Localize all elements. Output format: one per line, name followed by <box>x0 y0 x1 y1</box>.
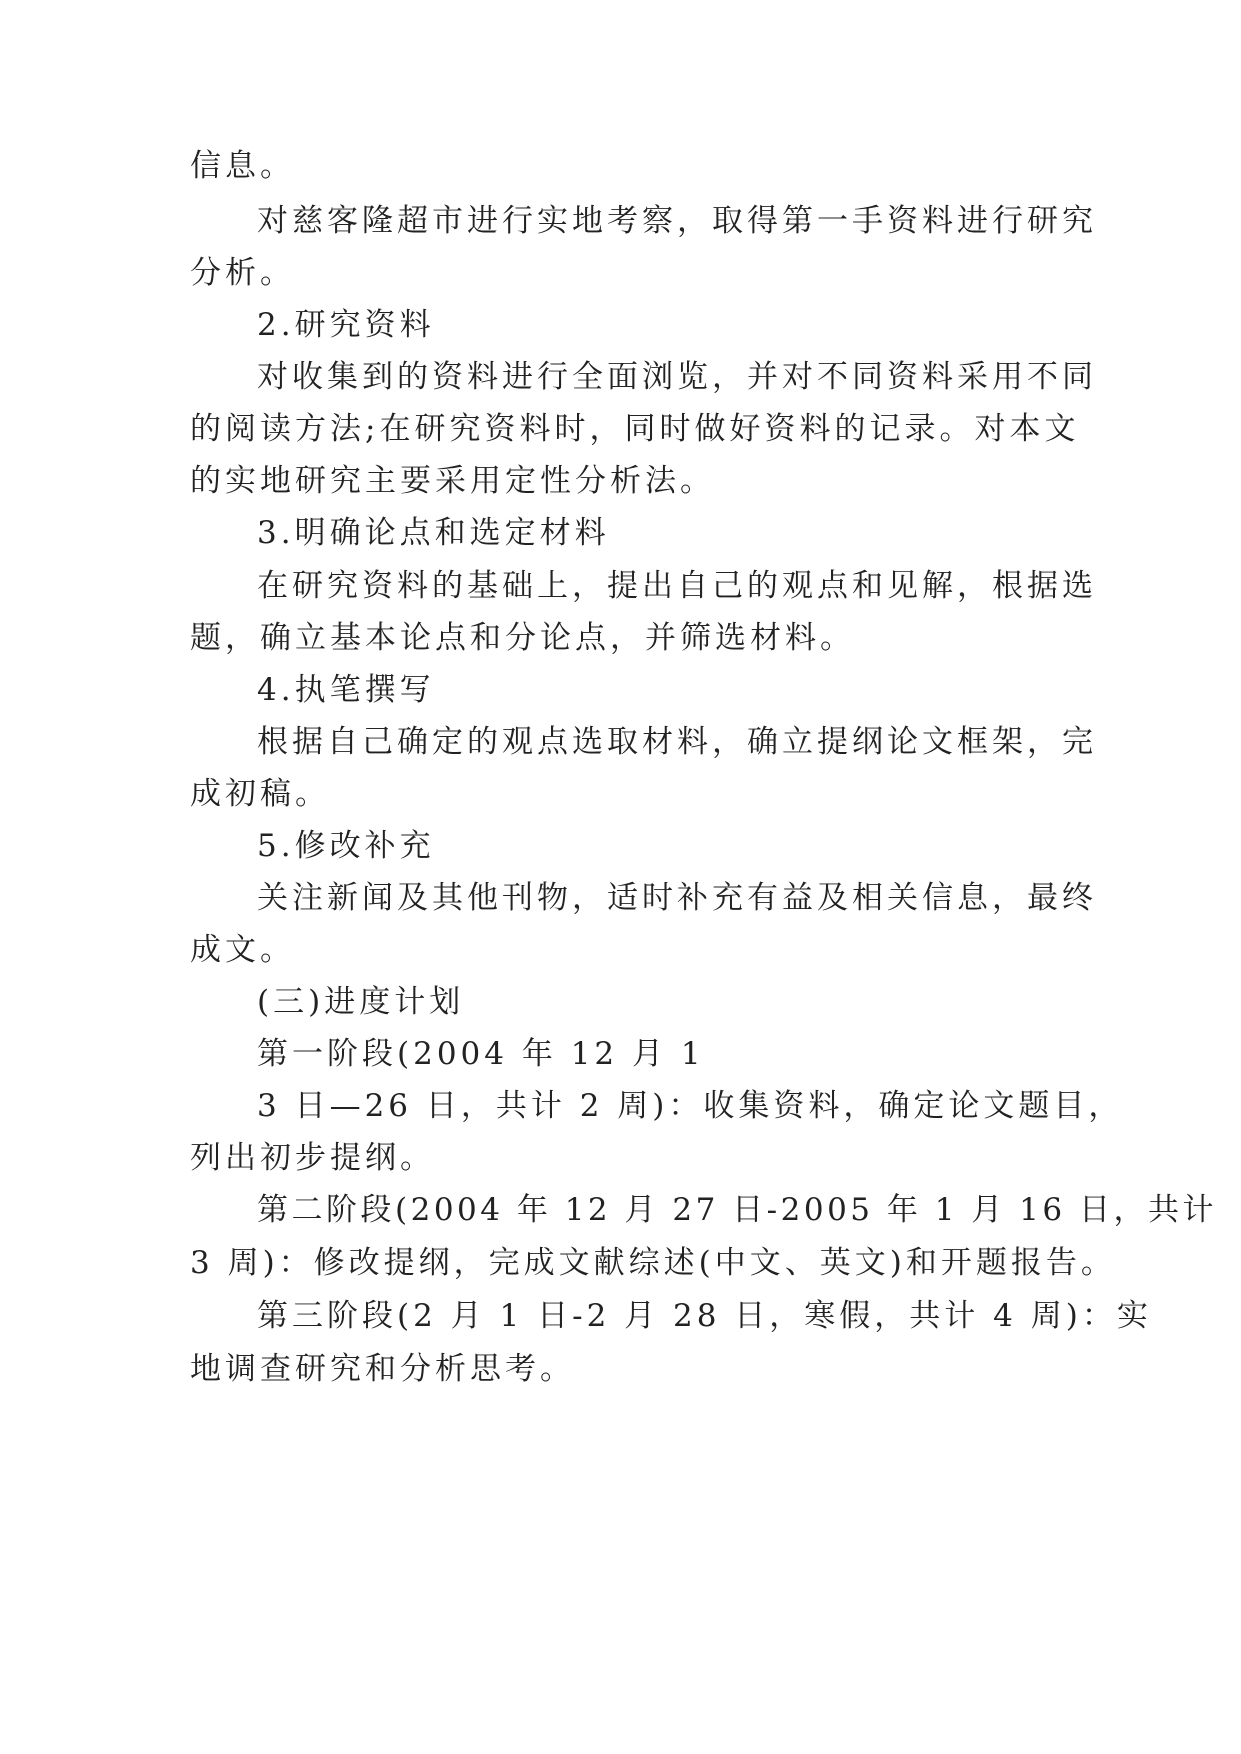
section-heading: (三)进度计划 <box>257 984 465 1020</box>
text-line: 第一阶段(2004 年 12 月 1 <box>257 1036 705 1072</box>
text-line: 在研究资料的基础上，提出自己的观点和见解，根据选 <box>257 568 1097 604</box>
section-heading: 3.明确论点和选定材料 <box>257 515 610 551</box>
section-heading: 4.执笔撰写 <box>257 672 435 708</box>
text-line: 对慈客隆超市进行实地考察，取得第一手资料进行研究 <box>257 203 1097 239</box>
text-line: 的阅读方法;在研究资料时，同时做好资料的记录。对本文 <box>190 411 1080 447</box>
text-line: 分析。 <box>190 255 295 291</box>
text-line: 第二阶段(2004 年 12 月 27 日-2005 年 1 月 16 日，共计 <box>257 1192 1217 1228</box>
text-line: 题，确立基本论点和分论点，并筛选材料。 <box>190 620 855 656</box>
text-line: 成文。 <box>190 932 295 968</box>
text-line: 成初稿。 <box>190 776 330 812</box>
text-line: 3 日—26 日，共计 2 周)：收集资料，确定论文题目， <box>257 1088 1124 1124</box>
text-line: 信息。 <box>190 148 295 184</box>
text-line: 根据自己确定的观点选取材料，确立提纲论文框架，完 <box>257 724 1097 760</box>
text-line: 列出初步提纲。 <box>190 1140 435 1176</box>
section-heading: 5.修改补充 <box>257 828 435 864</box>
text-line: 地调查研究和分析思考。 <box>190 1351 575 1387</box>
text-line: 关注新闻及其他刊物，适时补充有益及相关信息，最终 <box>257 880 1097 916</box>
text-line: 3 周)：修改提纲，完成文献综述(中文、英文)和开题报告。 <box>190 1245 1116 1281</box>
text-line: 第三阶段(2 月 1 日-2 月 28 日，寒假，共计 4 周)：实 <box>257 1298 1152 1334</box>
section-heading: 2.研究资料 <box>257 307 435 343</box>
text-line: 对收集到的资料进行全面浏览，并对不同资料采用不同 <box>257 359 1097 395</box>
text-line: 的实地研究主要采用定性分析法。 <box>190 463 715 499</box>
